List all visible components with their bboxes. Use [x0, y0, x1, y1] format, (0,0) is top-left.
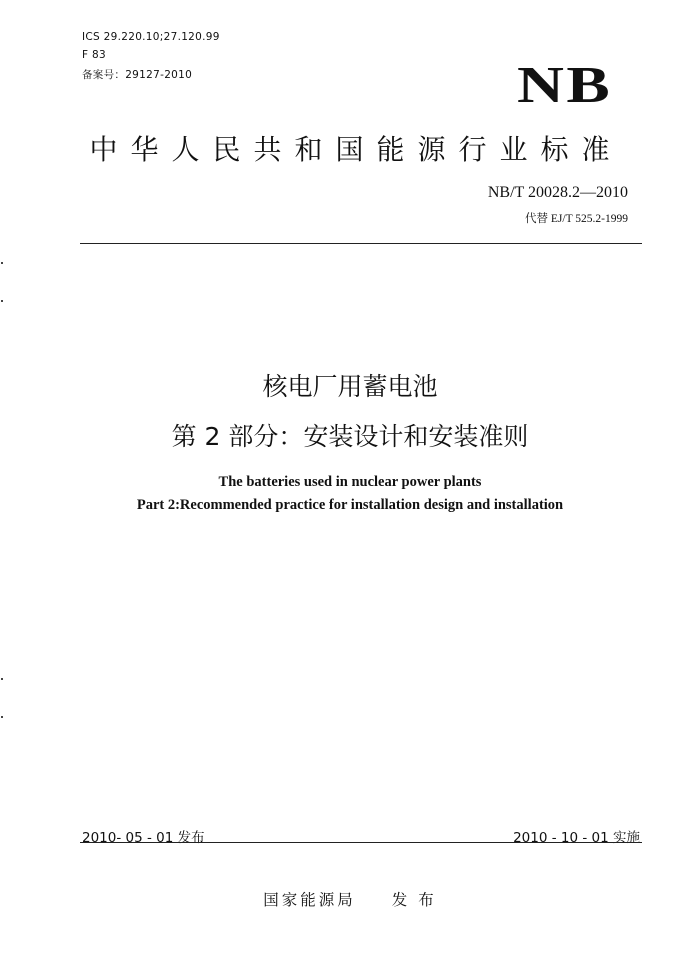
nb-logo: NB	[516, 57, 612, 114]
title-cn-line2: 第 2 部分：安装设计和安装准则	[171, 422, 529, 451]
standard-category-title: 中华人民共和国能源行业标准	[89, 133, 623, 166]
scan-mark	[1, 678, 3, 680]
issuer-org: 国家能源局	[263, 891, 356, 909]
header-divider	[80, 243, 642, 244]
replaces-standard: 代替 EJ/T 525.2-1999	[525, 213, 628, 225]
standard-number: NB/T 20028.2—2010	[487, 184, 628, 201]
issuer-action: 发 布	[391, 891, 437, 909]
issue-date: 2010- 05 - 01 发布	[82, 830, 205, 846]
scan-mark	[1, 262, 3, 264]
ics-code: ICS 29.220.10;27.120.99	[82, 31, 220, 43]
scan-mark	[1, 716, 3, 718]
scan-mark	[1, 300, 3, 302]
title-en-line1: The batteries used in nuclear power plants	[218, 474, 482, 490]
implementation-date: 2010 - 10 - 01 实施	[513, 830, 640, 846]
title-en-line2: Part 2:Recommended practice for installation design and installation	[136, 497, 564, 513]
record-number: 备案号：29127-2010	[82, 69, 193, 81]
issuer-line	[0, 888, 700, 910]
classification-code: F 83	[82, 49, 106, 61]
title-cn-line1: 核电厂用蓄电池	[262, 372, 438, 401]
footer-divider	[80, 842, 642, 843]
